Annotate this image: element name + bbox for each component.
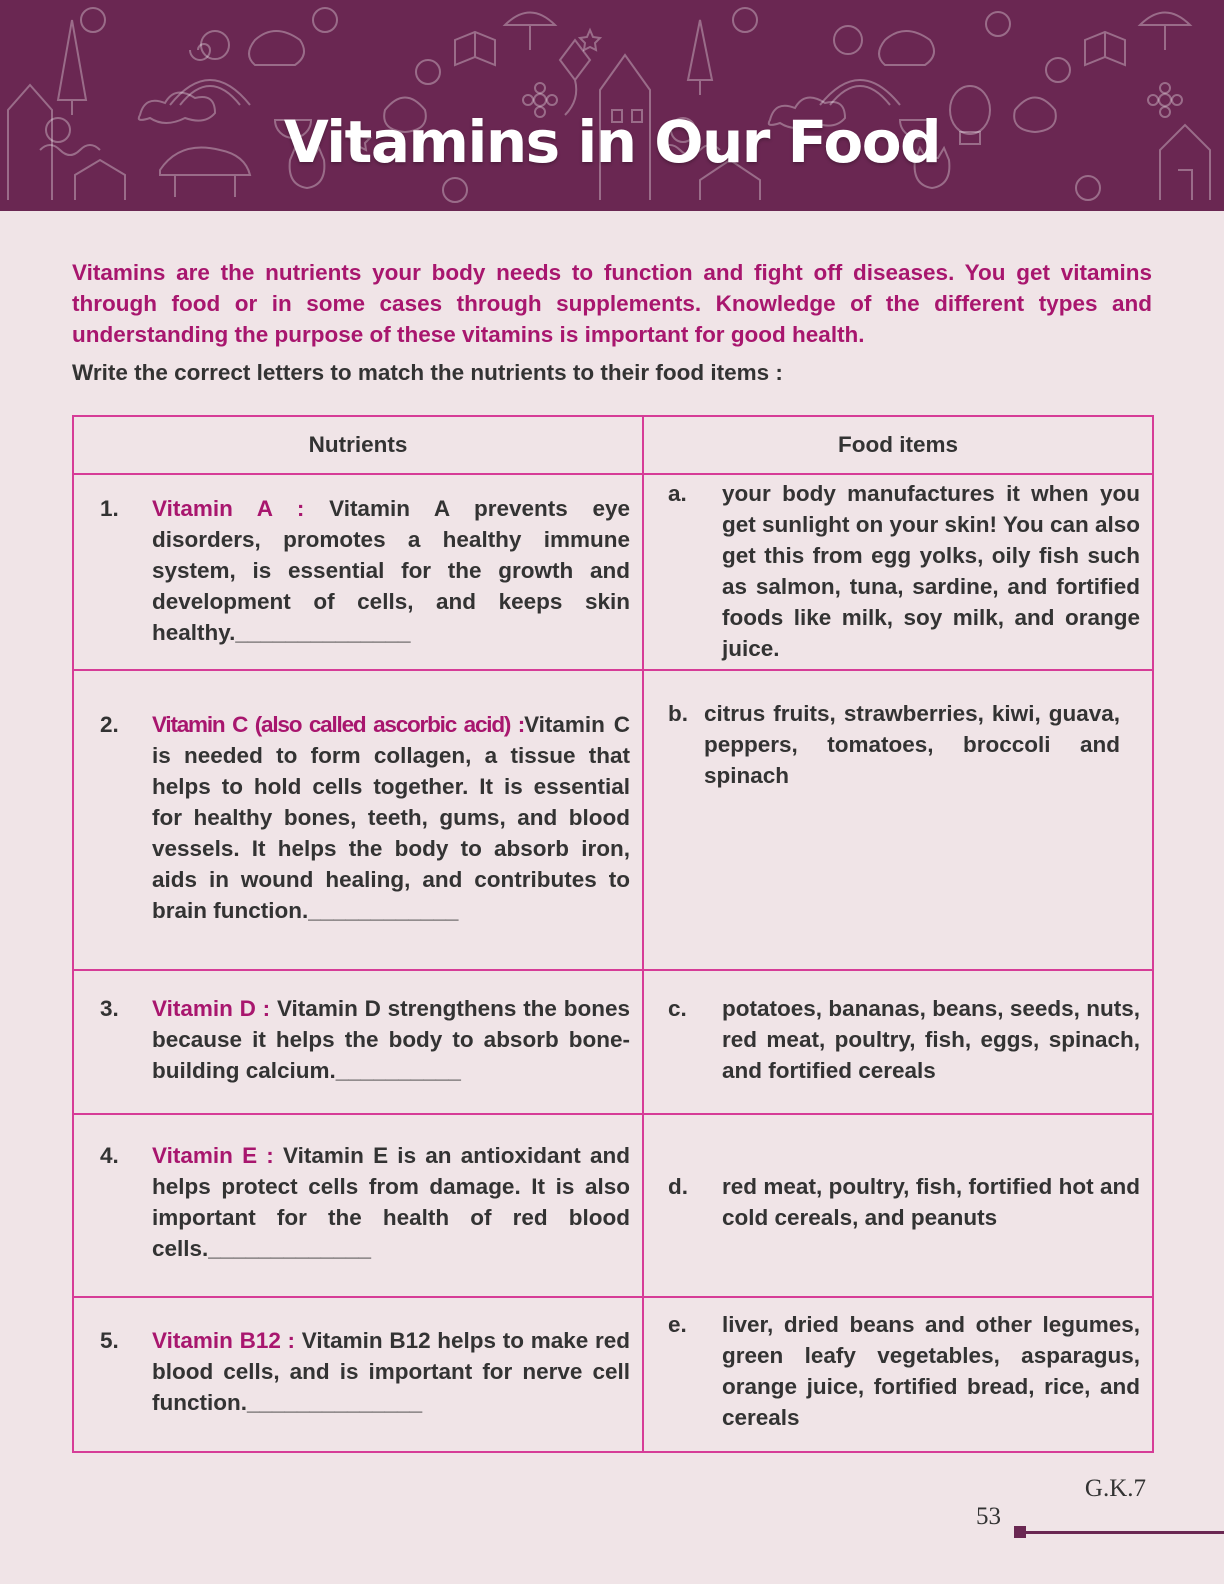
nutrient-description: Vitamin D strengthens the bones because it helps the body to absorb bone-building calcium.__________ [152, 996, 630, 1083]
instruction-text: Write the correct letters to match the nutrients to their food items : [72, 360, 783, 385]
food-letter: a. [668, 481, 687, 506]
food-description: potatoes, bananas, beans, seeds, nuts, red meat, poultry, fish, eggs, spinach, and fortified cereals [722, 996, 1140, 1083]
vitamin-name: Vitamin E : [152, 1143, 274, 1168]
food-letter: c. [668, 996, 687, 1021]
vitamin-name: Vitamin A : [152, 496, 305, 521]
row-number: 3. [100, 996, 119, 1021]
table-row [73, 474, 1153, 670]
nutrient-description: Vitamin A prevents eye disorders, promotes a healthy immune system, is essential for the growth and development of cells, and keeps skin healthy.______________ [152, 496, 631, 645]
nutrient-cell [73, 970, 643, 1114]
food-cell [643, 1297, 1153, 1452]
nutrient-cell [73, 1297, 643, 1452]
nutrient-cell [73, 474, 643, 670]
table-row [73, 1114, 1153, 1297]
table-header-row [73, 416, 1153, 474]
food-letter: e. [668, 1312, 687, 1337]
vitamin-name: Vitamin D : [152, 996, 271, 1021]
doodle-pattern [0, 0, 1224, 211]
table-row [73, 1297, 1153, 1452]
food-description: citrus fruits, strawberries, kiwi, guava, peppers, tomatoes, broccoli and spinach [704, 701, 1120, 788]
footer-rule [1026, 1531, 1224, 1534]
nutrient-cell [73, 670, 643, 970]
food-description: red meat, poultry, fish, fortified hot and cold cereals, and peanuts [722, 1174, 1140, 1230]
vitamin-name: Vitamin B12 : [152, 1328, 296, 1353]
book-code: G.K.7 [1084, 1475, 1146, 1502]
nutrient-description: Vitamin B12 helps to make red blood cells, and is important for nerve cell function.______________ [152, 1328, 630, 1415]
header-food-items: Food items [643, 416, 1153, 474]
row-number: 5. [100, 1328, 119, 1353]
food-letter: b. [668, 701, 688, 726]
food-description: your body manufactures it when you get sunlight on your skin! You can also get this from egg yolks, oily fish such as salmon, tuna, sardine, and fortified foods like milk, soy milk, and orange juice. [722, 481, 1140, 661]
food-cell [643, 474, 1153, 670]
page-number: 53 [976, 1503, 1001, 1530]
header-nutrients: Nutrients [73, 416, 643, 474]
row-number: 2. [100, 712, 119, 737]
food-cell [643, 670, 1153, 970]
matching-table [72, 415, 1154, 1453]
title-banner [0, 0, 1224, 211]
nutrient-description: Vitamin E is an antioxidant and helps protect cells from damage. It is also important for the health of red blood cells._____________ [152, 1143, 630, 1261]
page-title: Vitamins in Our Food [283, 108, 941, 176]
vitamin-name: Vitamin C (also called ascorbic acid) : [152, 712, 525, 737]
intro-paragraph: Vitamins are the nutrients your body needs to function and fight off diseases. You get vitamins through food or in some cases through supplements. Knowledge of the different types and understanding the purpose of these vitamins is important for good health. [72, 260, 1152, 347]
row-number: 4. [100, 1143, 119, 1168]
food-cell [643, 1114, 1153, 1297]
food-cell [643, 970, 1153, 1114]
table-row [73, 670, 1153, 970]
nutrient-description: Vitamin C is needed to form collagen, a tissue that helps to hold cells together. It is essential for healthy bones, teeth, gums, and blood vessels. It helps the body to absorb iron, aids in wound healing, and contributes to brain function.____________ [152, 712, 630, 923]
footer-marker [1014, 1526, 1026, 1538]
nutrient-cell [73, 1114, 643, 1297]
table-row [73, 970, 1153, 1114]
row-number: 1. [100, 496, 119, 521]
food-description: liver, dried beans and other legumes, green leafy vegetables, asparagus, orange juice, fortified bread, rice, and cereals [722, 1312, 1140, 1430]
food-letter: d. [668, 1174, 688, 1199]
